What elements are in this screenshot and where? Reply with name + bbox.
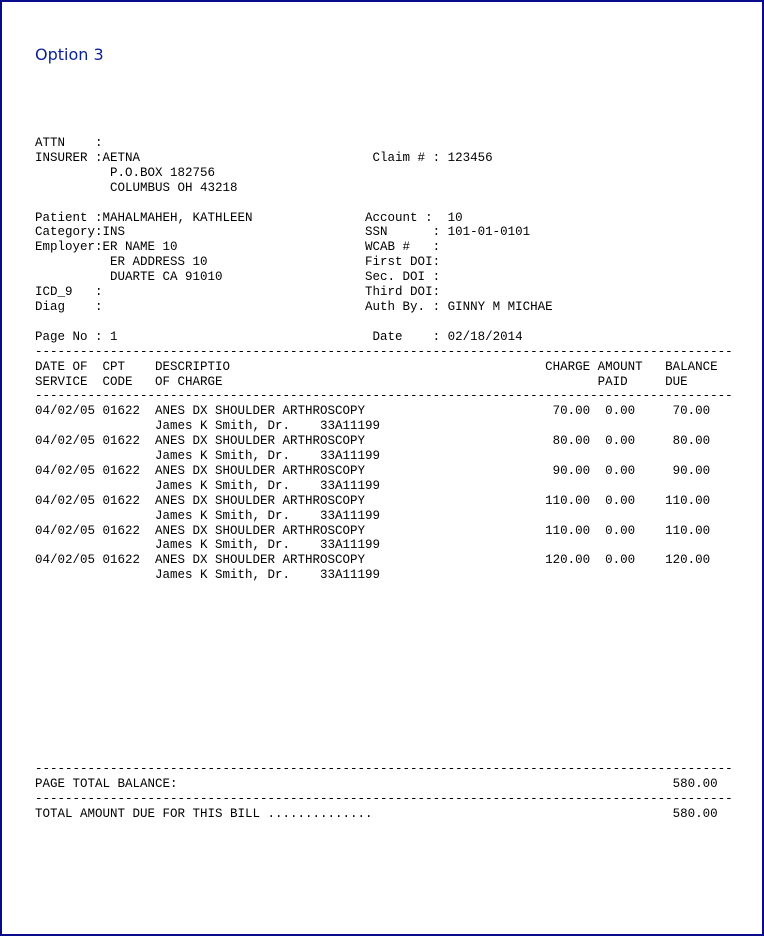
report-line: 04/02/05 01622 ANES DX SHOULDER ARTHROSCOPY 110.00 0.00 110.00 (35, 493, 711, 508)
separator-line: --------------------------------------------------------------------------------------------- (35, 344, 733, 359)
separator-line: --------------------------------------------------------------------------------------------- (35, 762, 733, 777)
separator-line: --------------------------------------------------------------------------------------------- (35, 389, 733, 404)
report-line: Patient :MAHALMAHEH, KATHLEEN Account : 10 (35, 210, 463, 225)
report-line: 04/02/05 01622 ANES DX SHOULDER ARTHROSCOPY 110.00 0.00 110.00 (35, 523, 711, 538)
report-line: Diag : Auth By. : GINNY M MICHAE (35, 299, 553, 314)
report-line: P.O.BOX 182756 (35, 165, 216, 180)
report-line: James K Smith, Dr. 33A11199 (35, 419, 381, 434)
report-line: James K Smith, Dr. 33A11199 (35, 538, 381, 553)
report-line: James K Smith, Dr. 33A11199 (35, 508, 381, 523)
report-line: 04/02/05 01622 ANES DX SHOULDER ARTHROSCOPY 80.00 0.00 80.00 (35, 434, 711, 449)
page-title: Option 3 (35, 45, 104, 64)
report-line: ER ADDRESS 10 First DOI: (35, 255, 441, 270)
report-line: 04/02/05 01622 ANES DX SHOULDER ARTHROSCOPY 90.00 0.00 90.00 (35, 463, 711, 478)
report-line: SERVICE CODE OF CHARGE PAID DUE (35, 374, 688, 389)
report-line: James K Smith, Dr. 33A11199 (35, 478, 381, 493)
report-line: 04/02/05 01622 ANES DX SHOULDER ARTHROSCOPY 70.00 0.00 70.00 (35, 404, 711, 419)
bill-report (35, 136, 733, 822)
report-line: James K Smith, Dr. 33A11199 (35, 568, 381, 583)
report-line: James K Smith, Dr. 33A11199 (35, 449, 381, 464)
report-line: COLUMBUS OH 43218 (35, 180, 238, 195)
report-line: Category:INS SSN : 101-01-0101 (35, 225, 531, 240)
report-line: TOTAL AMOUNT DUE FOR THIS BILL .............. 580.00 (35, 806, 718, 821)
report-line: ICD_9 : Third DOI: (35, 285, 441, 300)
report-line: INSURER :AETNA Claim # : 123456 (35, 150, 493, 165)
separator-line: --------------------------------------------------------------------------------------------- (35, 791, 733, 806)
report-line: Employer:ER NAME 10 WCAB # : (35, 240, 441, 255)
report-line: PAGE TOTAL BALANCE: 580.00 (35, 776, 718, 791)
report-line: ATTN : (35, 136, 103, 150)
report-line: DUARTE CA 91010 Sec. DOI : (35, 270, 441, 285)
report-line: 04/02/05 01622 ANES DX SHOULDER ARTHROSCOPY 120.00 0.00 120.00 (35, 553, 711, 568)
report-line: DATE OF CPT DESCRIPTIO CHARGE AMOUNT BALANCE (35, 359, 718, 374)
report-line: Page No : 1 Date : 02/18/2014 (35, 329, 523, 344)
